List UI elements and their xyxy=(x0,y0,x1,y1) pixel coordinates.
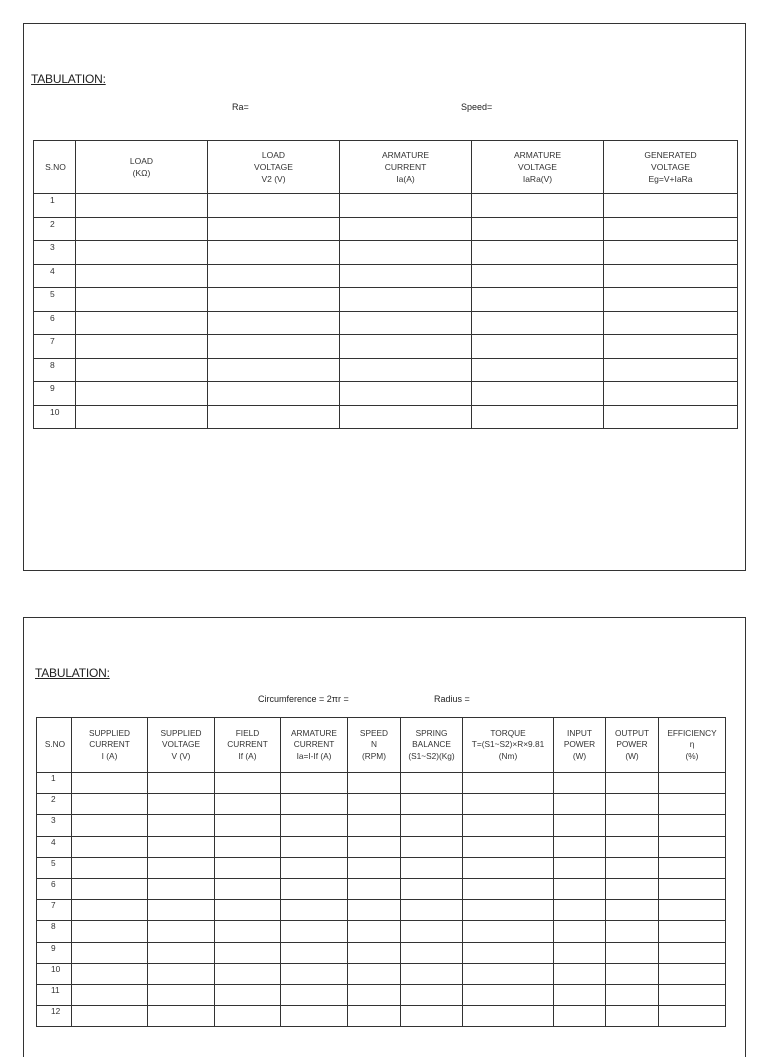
empty-entry-cell[interactable] xyxy=(340,194,472,218)
table-row xyxy=(34,335,738,359)
empty-entry-cell[interactable] xyxy=(606,773,659,794)
row-number-cell xyxy=(37,963,72,984)
table-row xyxy=(34,194,738,218)
column-header-line: POWER xyxy=(616,739,648,750)
empty-entry-cell[interactable] xyxy=(72,984,148,1005)
empty-entry-cell[interactable] xyxy=(554,900,606,921)
empty-entry-cell[interactable] xyxy=(208,382,340,406)
empty-entry-cell[interactable] xyxy=(148,963,215,984)
empty-entry-cell[interactable] xyxy=(401,921,463,942)
column-header-line: CURRENT xyxy=(384,161,427,172)
empty-entry-cell[interactable] xyxy=(606,984,659,1005)
empty-entry-cell[interactable] xyxy=(472,194,604,218)
row-number-cell xyxy=(37,794,72,815)
empty-entry-cell[interactable] xyxy=(340,241,472,265)
empty-entry-cell[interactable] xyxy=(463,836,554,857)
empty-entry-cell[interactable] xyxy=(148,942,215,963)
empty-entry-cell[interactable] xyxy=(215,857,281,878)
row-number: 1 xyxy=(50,195,55,205)
row-number-cell xyxy=(34,335,76,359)
empty-entry-cell[interactable] xyxy=(340,358,472,382)
empty-entry-cell[interactable] xyxy=(463,942,554,963)
tabulation-heading: TABULATION: xyxy=(35,666,110,680)
empty-entry-cell[interactable] xyxy=(215,815,281,836)
empty-entry-cell[interactable] xyxy=(604,382,738,406)
column-header-line: Ia=I-If (A) xyxy=(296,750,332,761)
empty-entry-cell[interactable] xyxy=(659,984,726,1005)
column-header-line: ARMATURE xyxy=(291,727,337,738)
empty-entry-cell[interactable] xyxy=(401,836,463,857)
empty-entry-cell[interactable] xyxy=(659,900,726,921)
column-header-line: VOLTAGE xyxy=(162,739,200,750)
empty-entry-cell[interactable] xyxy=(148,878,215,899)
column-header-line: VOLTAGE xyxy=(518,161,557,172)
empty-entry-cell[interactable] xyxy=(463,963,554,984)
row-number: 5 xyxy=(51,857,56,868)
empty-entry-cell[interactable] xyxy=(340,335,472,359)
column-header-line: CURRENT xyxy=(227,739,268,750)
column-header-line: BALANCE xyxy=(412,739,451,750)
empty-entry-cell[interactable] xyxy=(604,311,738,335)
empty-entry-cell[interactable] xyxy=(281,857,348,878)
empty-entry-cell[interactable] xyxy=(659,773,726,794)
table-header-row xyxy=(34,141,738,194)
table-row xyxy=(34,288,738,312)
empty-entry-cell[interactable] xyxy=(554,857,606,878)
row-number-cell xyxy=(37,815,72,836)
table-row xyxy=(34,358,738,382)
column-header-line: GENERATED xyxy=(644,149,697,160)
empty-entry-cell[interactable] xyxy=(348,857,401,878)
empty-entry-cell[interactable] xyxy=(463,900,554,921)
empty-entry-cell[interactable] xyxy=(340,311,472,335)
empty-entry-cell[interactable] xyxy=(208,241,340,265)
empty-entry-cell[interactable] xyxy=(659,836,726,857)
tabulation-heading: TABULATION: xyxy=(31,72,106,86)
empty-entry-cell[interactable] xyxy=(208,405,340,429)
column-header-line: N xyxy=(371,739,377,750)
row-number: 4 xyxy=(50,265,55,276)
empty-entry-cell[interactable] xyxy=(606,900,659,921)
row-number: 8 xyxy=(51,921,56,932)
table-row xyxy=(34,264,738,288)
column-header-line: (KΩ) xyxy=(132,168,151,178)
empty-entry-cell[interactable] xyxy=(604,405,738,429)
empty-entry-cell[interactable] xyxy=(76,382,208,406)
column-header-line: ARMATURE xyxy=(381,149,430,160)
empty-entry-cell[interactable] xyxy=(72,815,148,836)
column-header-line: SPEED xyxy=(359,727,389,738)
row-number: 9 xyxy=(51,942,56,953)
empty-entry-cell[interactable] xyxy=(215,942,281,963)
row-number: 7 xyxy=(50,336,55,346)
column-header-line: (%) xyxy=(685,750,699,761)
empty-entry-cell[interactable] xyxy=(348,878,401,899)
column-header-line: (RPM) xyxy=(362,750,386,761)
column-header-line: LOAD xyxy=(129,155,154,166)
row-number-cell xyxy=(34,405,76,429)
empty-entry-cell[interactable] xyxy=(472,217,604,241)
column-header xyxy=(348,718,401,773)
empty-entry-cell[interactable] xyxy=(348,794,401,815)
empty-entry-cell[interactable] xyxy=(659,794,726,815)
empty-entry-cell[interactable] xyxy=(606,942,659,963)
empty-entry-cell[interactable] xyxy=(208,311,340,335)
empty-entry-cell[interactable] xyxy=(340,382,472,406)
empty-entry-cell[interactable] xyxy=(281,942,348,963)
empty-entry-cell[interactable] xyxy=(215,878,281,899)
empty-entry-cell[interactable] xyxy=(463,878,554,899)
empty-entry-cell[interactable] xyxy=(554,984,606,1005)
empty-entry-cell[interactable] xyxy=(76,264,208,288)
empty-entry-cell[interactable] xyxy=(281,836,348,857)
empty-entry-cell[interactable] xyxy=(604,194,738,218)
row-number-cell xyxy=(37,857,72,878)
empty-entry-cell[interactable] xyxy=(606,815,659,836)
empty-entry-cell[interactable] xyxy=(604,241,738,265)
column-header-line: I (A) xyxy=(101,750,118,761)
column-header-line: SUPPLIED xyxy=(160,727,202,738)
empty-entry-cell[interactable] xyxy=(281,773,348,794)
empty-entry-cell[interactable] xyxy=(281,815,348,836)
empty-entry-cell[interactable] xyxy=(606,921,659,942)
empty-entry-cell[interactable] xyxy=(554,878,606,899)
empty-entry-cell[interactable] xyxy=(401,773,463,794)
empty-entry-cell[interactable] xyxy=(606,878,659,899)
empty-entry-cell[interactable] xyxy=(76,288,208,312)
table-row xyxy=(37,794,726,815)
speed-label: Speed= xyxy=(461,102,493,112)
empty-entry-cell[interactable] xyxy=(606,794,659,815)
empty-entry-cell[interactable] xyxy=(472,335,604,359)
empty-entry-cell[interactable] xyxy=(348,984,401,1005)
empty-entry-cell[interactable] xyxy=(281,921,348,942)
empty-entry-cell[interactable] xyxy=(148,794,215,815)
table-row xyxy=(37,963,726,984)
row-number-cell xyxy=(37,900,72,921)
column-header-line: η xyxy=(689,739,695,750)
column-header xyxy=(72,718,148,773)
empty-entry-cell[interactable] xyxy=(604,335,738,359)
row-number-cell xyxy=(37,984,72,1005)
empty-entry-cell[interactable] xyxy=(472,405,604,429)
empty-entry-cell[interactable] xyxy=(340,217,472,241)
empty-entry-cell[interactable] xyxy=(148,836,215,857)
empty-entry-cell[interactable] xyxy=(606,836,659,857)
empty-entry-cell[interactable] xyxy=(554,794,606,815)
column-header-line: ARMATURE xyxy=(513,149,562,160)
column-header-line: V (V) xyxy=(171,750,191,761)
row-number-cell xyxy=(37,942,72,963)
tabulation-panel-2 xyxy=(23,617,746,1057)
column-header-line: (S1~S2)(Kg) xyxy=(408,750,455,761)
table-row xyxy=(34,311,738,335)
table-row xyxy=(34,217,738,241)
empty-entry-cell[interactable] xyxy=(148,984,215,1005)
row-number-cell xyxy=(34,382,76,406)
row-number-cell xyxy=(34,358,76,382)
empty-entry-cell[interactable] xyxy=(72,963,148,984)
row-number: 3 xyxy=(51,815,56,826)
empty-entry-cell[interactable] xyxy=(401,900,463,921)
empty-entry-cell[interactable] xyxy=(148,857,215,878)
column-header-line: (W) xyxy=(625,750,639,761)
empty-entry-cell[interactable] xyxy=(463,984,554,1005)
empty-entry-cell[interactable] xyxy=(401,815,463,836)
empty-entry-cell[interactable] xyxy=(215,984,281,1005)
column-header xyxy=(659,718,726,773)
empty-entry-cell[interactable] xyxy=(215,836,281,857)
table-row xyxy=(37,836,726,857)
ra-label: Ra= xyxy=(232,102,249,112)
column-header-line: V2 (V) xyxy=(261,174,286,185)
empty-entry-cell[interactable] xyxy=(463,815,554,836)
empty-entry-cell[interactable] xyxy=(208,194,340,218)
row-number: 7 xyxy=(51,900,56,911)
empty-entry-cell[interactable] xyxy=(659,963,726,984)
column-header xyxy=(281,718,348,773)
row-number: 6 xyxy=(51,878,56,889)
empty-entry-cell[interactable] xyxy=(281,984,348,1005)
empty-entry-cell[interactable] xyxy=(472,288,604,312)
empty-entry-cell[interactable] xyxy=(281,900,348,921)
row-number: 10 xyxy=(51,963,61,974)
empty-entry-cell[interactable] xyxy=(348,921,401,942)
column-header xyxy=(472,141,604,194)
tabulation-panel-1 xyxy=(23,23,746,571)
empty-entry-cell[interactable] xyxy=(401,794,463,815)
column-header-line: SPRING xyxy=(415,727,448,738)
column-header-line: IaRa(V) xyxy=(522,174,553,185)
circumference-label: Circumference = 2πr = xyxy=(258,694,349,704)
column-header-line: Eg=V+IaRa xyxy=(648,174,693,185)
empty-entry-cell[interactable] xyxy=(76,217,208,241)
empty-entry-cell[interactable] xyxy=(281,878,348,899)
empty-entry-cell[interactable] xyxy=(659,815,726,836)
row-number: 2 xyxy=(51,794,56,805)
empty-entry-cell[interactable] xyxy=(215,794,281,815)
empty-entry-cell[interactable] xyxy=(340,264,472,288)
table-row xyxy=(37,921,726,942)
readings-table-1 xyxy=(33,140,738,429)
empty-entry-cell[interactable] xyxy=(208,217,340,241)
empty-entry-cell[interactable] xyxy=(554,815,606,836)
empty-entry-cell[interactable] xyxy=(472,311,604,335)
empty-entry-cell[interactable] xyxy=(215,900,281,921)
column-header-line: OUTPUT xyxy=(614,727,650,738)
empty-entry-cell[interactable] xyxy=(472,264,604,288)
empty-entry-cell[interactable] xyxy=(215,773,281,794)
table-row xyxy=(37,942,726,963)
column-header-line: SUPPLIED xyxy=(88,727,131,738)
table-row xyxy=(34,382,738,406)
empty-entry-cell[interactable] xyxy=(604,358,738,382)
empty-entry-cell[interactable] xyxy=(215,921,281,942)
column-header xyxy=(606,718,659,773)
empty-entry-cell[interactable] xyxy=(604,288,738,312)
readings-table-2 xyxy=(36,717,726,1027)
column-header-line: VOLTAGE xyxy=(254,161,293,172)
column-header xyxy=(463,718,554,773)
row-number-cell xyxy=(34,311,76,335)
empty-entry-cell[interactable] xyxy=(76,241,208,265)
column-header xyxy=(208,141,340,194)
empty-entry-cell[interactable] xyxy=(604,264,738,288)
empty-entry-cell[interactable] xyxy=(215,963,281,984)
empty-entry-cell[interactable] xyxy=(148,900,215,921)
empty-entry-cell[interactable] xyxy=(348,963,401,984)
row-number: 8 xyxy=(50,359,55,370)
empty-entry-cell[interactable] xyxy=(606,857,659,878)
empty-entry-cell[interactable] xyxy=(76,335,208,359)
row-number-cell xyxy=(37,773,72,794)
empty-entry-cell[interactable] xyxy=(463,921,554,942)
table-row xyxy=(37,878,726,899)
empty-entry-cell[interactable] xyxy=(348,815,401,836)
empty-entry-cell[interactable] xyxy=(554,921,606,942)
column-header-line: INPUT xyxy=(567,727,592,738)
row-number-cell xyxy=(34,264,76,288)
empty-entry-cell[interactable] xyxy=(659,942,726,963)
column-header xyxy=(340,141,472,194)
column-header-line: POWER xyxy=(563,739,596,750)
empty-entry-cell[interactable] xyxy=(76,358,208,382)
empty-entry-cell[interactable] xyxy=(659,921,726,942)
column-header-sno xyxy=(37,718,72,773)
empty-entry-cell[interactable] xyxy=(472,382,604,406)
empty-entry-cell[interactable] xyxy=(348,942,401,963)
empty-entry-cell[interactable] xyxy=(76,311,208,335)
empty-entry-cell[interactable] xyxy=(76,405,208,429)
empty-entry-cell[interactable] xyxy=(401,857,463,878)
table-row xyxy=(37,815,726,836)
empty-entry-cell[interactable] xyxy=(606,963,659,984)
column-header-line: Ia(A) xyxy=(396,174,415,185)
row-number: 4 xyxy=(51,836,56,847)
column-header-line: CURRENT xyxy=(293,739,335,750)
empty-entry-cell[interactable] xyxy=(401,942,463,963)
column-header-line: LOAD xyxy=(261,149,286,160)
row-number: 2 xyxy=(50,218,55,229)
row-number: 5 xyxy=(50,289,55,299)
column-header-sno xyxy=(34,141,76,194)
table-row xyxy=(37,773,726,794)
empty-entry-cell[interactable] xyxy=(72,794,148,815)
table-row xyxy=(37,857,726,878)
column-header-line: S.NO xyxy=(44,739,66,750)
column-header-line: EFFICIENCY xyxy=(667,727,717,738)
column-header xyxy=(215,718,281,773)
empty-entry-cell[interactable] xyxy=(659,857,726,878)
empty-entry-cell[interactable] xyxy=(554,773,606,794)
empty-entry-cell[interactable] xyxy=(208,264,340,288)
row-number-cell xyxy=(34,288,76,312)
table-row xyxy=(34,405,738,429)
column-header xyxy=(604,141,738,194)
row-number: 10 xyxy=(50,406,60,417)
column-header-line: (W) xyxy=(572,750,587,761)
empty-entry-cell[interactable] xyxy=(340,288,472,312)
table-row xyxy=(37,984,726,1005)
empty-entry-cell[interactable] xyxy=(72,857,148,878)
empty-entry-cell[interactable] xyxy=(554,963,606,984)
row-number-cell xyxy=(34,217,76,241)
row-number: 11 xyxy=(51,984,60,995)
empty-entry-cell[interactable] xyxy=(72,942,148,963)
column-header xyxy=(148,718,215,773)
empty-entry-cell[interactable] xyxy=(76,194,208,218)
column-header-line: S.NO xyxy=(45,161,66,172)
column-header xyxy=(401,718,463,773)
table-header-row xyxy=(37,718,726,773)
empty-entry-cell[interactable] xyxy=(148,815,215,836)
column-header-line: T=(S1~S2)×R×9.81 xyxy=(471,739,545,750)
empty-entry-cell[interactable] xyxy=(148,921,215,942)
row-number: 12 xyxy=(51,1006,61,1017)
table-row xyxy=(34,241,738,265)
row-number: 1 xyxy=(51,773,56,783)
row-number-cell xyxy=(34,194,76,218)
empty-entry-cell[interactable] xyxy=(72,773,148,794)
empty-entry-cell[interactable] xyxy=(604,217,738,241)
empty-entry-cell[interactable] xyxy=(554,942,606,963)
row-number-cell xyxy=(37,878,72,899)
row-number: 9 xyxy=(50,383,55,393)
empty-entry-cell[interactable] xyxy=(208,288,340,312)
row-number: 6 xyxy=(50,312,55,323)
empty-entry-cell[interactable] xyxy=(72,836,148,857)
table-row xyxy=(37,900,726,921)
empty-entry-cell[interactable] xyxy=(463,773,554,794)
column-header-line: FIELD xyxy=(235,727,260,738)
empty-entry-cell[interactable] xyxy=(554,836,606,857)
row-number: 3 xyxy=(50,242,55,252)
column-header-line: If (A) xyxy=(238,750,257,761)
row-number-cell xyxy=(34,241,76,265)
empty-entry-cell[interactable] xyxy=(208,335,340,359)
empty-entry-cell[interactable] xyxy=(72,921,148,942)
empty-entry-cell[interactable] xyxy=(463,794,554,815)
empty-entry-cell[interactable] xyxy=(340,405,472,429)
empty-entry-cell[interactable] xyxy=(472,358,604,382)
empty-entry-cell[interactable] xyxy=(472,241,604,265)
empty-entry-cell[interactable] xyxy=(401,878,463,899)
column-header xyxy=(76,141,208,194)
row-number-cell xyxy=(37,921,72,942)
empty-entry-cell[interactable] xyxy=(281,794,348,815)
empty-entry-cell[interactable] xyxy=(401,984,463,1005)
empty-entry-cell[interactable] xyxy=(208,358,340,382)
column-header-line: TORQUE xyxy=(490,727,526,738)
empty-entry-cell[interactable] xyxy=(148,773,215,794)
empty-entry-cell[interactable] xyxy=(463,857,554,878)
column-header xyxy=(554,718,606,773)
empty-entry-cell[interactable] xyxy=(281,963,348,984)
empty-entry-cell[interactable] xyxy=(348,900,401,921)
column-header-line: VOLTAGE xyxy=(651,161,690,172)
empty-entry-cell[interactable] xyxy=(401,963,463,984)
empty-entry-cell[interactable] xyxy=(659,878,726,899)
column-header-line: CURRENT xyxy=(89,739,130,750)
radius-label: Radius = xyxy=(434,694,470,704)
column-header-line: (Nm) xyxy=(498,750,518,761)
empty-entry-cell[interactable] xyxy=(348,836,401,857)
empty-entry-cell[interactable] xyxy=(72,878,148,899)
empty-entry-cell[interactable] xyxy=(72,900,148,921)
empty-entry-cell[interactable] xyxy=(348,773,401,794)
row-number-cell xyxy=(37,836,72,857)
